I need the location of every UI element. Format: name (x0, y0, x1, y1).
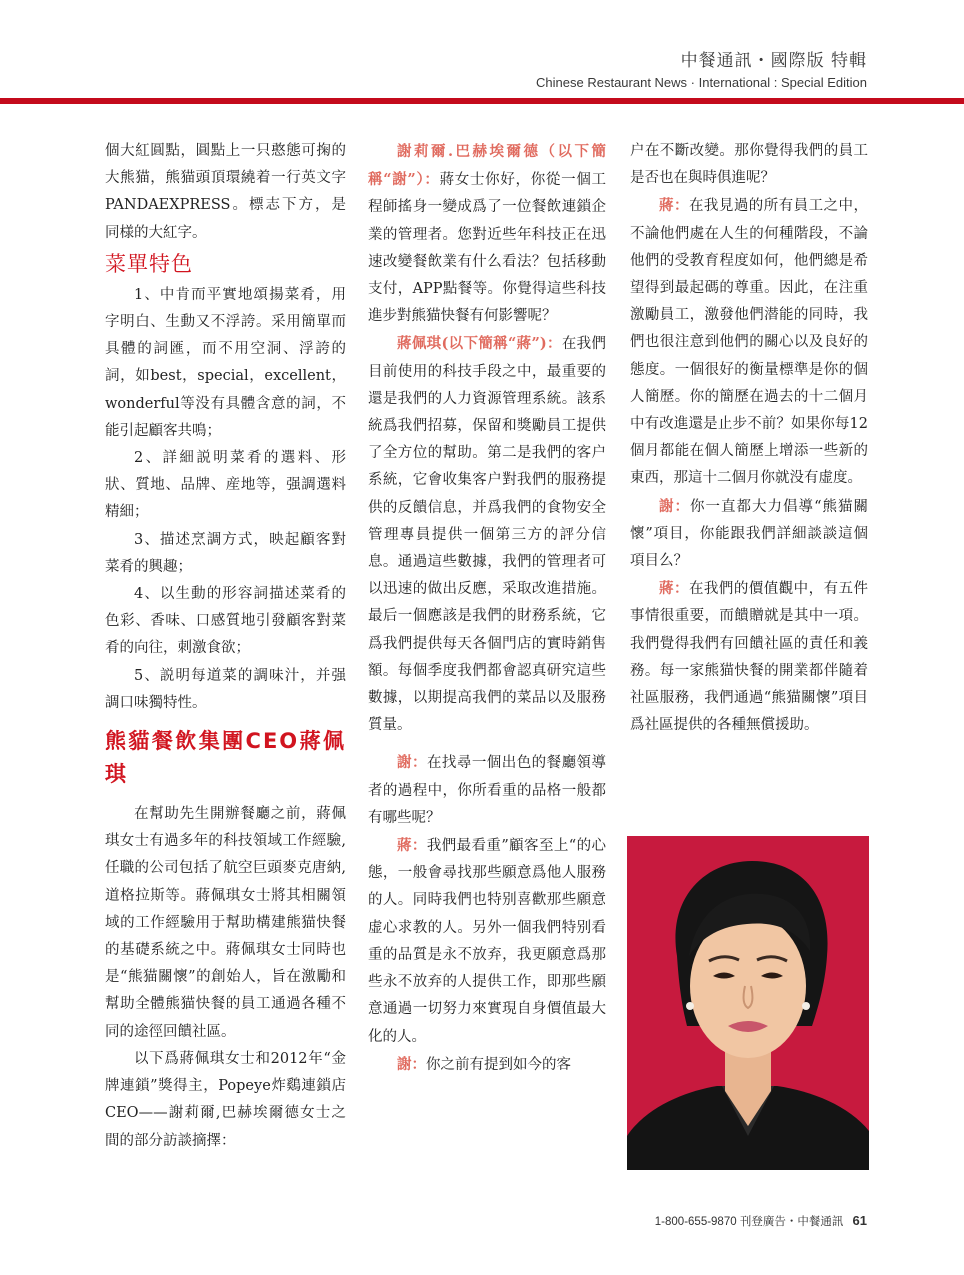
section-heading-ceo: 熊貓餐飲集團CEO蔣佩琪 (105, 729, 346, 787)
interview-question (368, 749, 606, 832)
interview-question (368, 1051, 606, 1079)
interview-answer (368, 330, 606, 739)
portrait-image (627, 836, 869, 1170)
column-1 (105, 138, 346, 1155)
question-text: 蔣女士你好，你從一個工程師搖身一變成爲了一位餐飲連鎖企業的管理者。您對近些年科技正在迅速改變餐飲業有什么看法？包括移動支付，APP點餐等。你覺得這些科技進步對熊猫快餐有何影響呢？ (368, 172, 607, 325)
answer-text: 在我見過的所有員工之中，不論他們處在人生的何種階段，不論他們的受教育程度如何，他們總是希望得到最起碼的尊重。因此，在注重激勵員工，激發他們潜能的同時，我們也很注意到他們的關心以及良好的態度。一個很好的衡量標準是你的個人簡歷。你的簡歷在過去的十二個月中有改進還是止步不前？如果你每12個月都能在個人簡歷上增添一些新的東西，那這十二個月你就没有虚度。 (630, 198, 869, 487)
header-title-cn: 中餐通訊・國際版 特輯 (680, 51, 867, 71)
list-item: 5、説明每道菜的調味汁，并强調口味獨特性。 (105, 667, 346, 711)
interview-question (368, 138, 606, 330)
question-text: 你一直都大力倡導“熊猫關懷”項目，你能跟我們詳細談談這個項目么？ (630, 498, 868, 570)
interview-answer (630, 192, 868, 492)
list-item: 4、以生動的形容詞描述菜肴的色彩、香味、口感質地引發顧客對菜肴的向往，刺激食欲； (105, 586, 346, 657)
list-item: 1、中肯而平實地頌揚菜肴，用字明白、生動又不浮誇。采用簡單而具體的詞匯，而不用空洞、浮誇的詞，如best，special，excellent，wonderful等没有具體含意的詞，不能引起顧客共鳴； (105, 286, 346, 439)
speaker-label: 蔣佩琪(以下簡稱“蔣”)： (397, 335, 562, 353)
question-continued: 户在不斷改變。那你覺得我們的員工是否也在與時俱進呢？ (630, 143, 868, 187)
page-header (536, 46, 867, 90)
interview-question (630, 493, 868, 576)
footer-phone: 1-800-655-9870 (654, 1216, 737, 1228)
column-3 (630, 138, 868, 739)
speaker-label: 謝： (397, 754, 427, 772)
answer-text: 在我們的價值觀中，有五件事情很重要，而饋贈就是其中一項。我們覺得我們有回饋社區的責任和義務。每一家熊猫快餐的開業都伴隨着社區服務，我們通過“熊猫關懷”項目爲社區提供的各種無償援助。 (630, 581, 869, 734)
page-footer (655, 1213, 867, 1229)
body-paragraph: 在幫助先生開辦餐廳之前，蔣佩琪女士有過多年的科技領域工作經驗,任職的公司包括了航空巨頭麥克唐納,道格拉斯等。蔣佩琪女士將其相關領域的工作經驗用于幫助構建熊猫快餐的基礎系統之中。蔣佩琪女士同時也是“熊猫關懷”的創始人，旨在激勵和幫助全體熊猫快餐的員工通過各種不同的途徑回饋社區。 (105, 806, 346, 1040)
header-title-en: Chinese Restaurant News · International : Special Edition (536, 75, 867, 90)
column-2 (368, 138, 606, 1079)
interview-answer (368, 832, 606, 1051)
list-item: 2、詳細説明菜肴的選料、形狀、質地、品牌、産地等，强調選料精細； (105, 450, 346, 521)
footer-ad-label: 刊登廣告・中餐通訊 (739, 1216, 844, 1228)
speaker-label: 謝： (659, 497, 691, 515)
speaker-label: 蔣： (397, 837, 427, 855)
portrait-illustration (627, 836, 869, 1170)
list-item: 3、描述烹調方式，映起顧客對菜肴的興趣； (105, 531, 346, 575)
speaker-label: 蔣： (659, 197, 689, 215)
body-paragraph: 以下爲蔣佩琪女士和2012年“金牌連鎖”獎得主，Popeye炸鷄連鎖店CEO——謝莉爾,巴赫埃爾德女士之間的部分訪談摘擇： (105, 1050, 346, 1149)
question-text: 你之前有提到如今的客 (426, 1056, 571, 1073)
intro-paragraph: 個大紅圓點，圓點上一只憨態可掬的大熊猫，熊猫頭頂環繞着一行英文字PANDAEXPRESS。標志下方，是同様的大紅字。 (105, 143, 346, 241)
interview-answer (630, 575, 868, 739)
speaker-label: 謝莉爾.巴赫埃爾德（以下簡稱“謝”）： (368, 143, 606, 189)
answer-text: 我們最看重”顧客至上“的心態，一般會尋找那些願意爲他人服務的人。同時我們也特别喜歡那些願意虚心求教的人。另外一個我們特别看重的品質是永不放弃，我更願意爲那些永不放弃的人提供工作，即那些願意通過一切努力來實現自身價值最大化的人。 (368, 838, 606, 1045)
speaker-label: 蔣： (659, 580, 689, 598)
answer-text: 在我們目前使用的科技手段之中，最重要的還是我們的人力資源管理系統。該系統爲我們招募，保留和獎勵員工提供了全方位的幫助。第二是我們的客户系統，它會收集客户對我們的服務提供的反饋信息，并爲我們的食物安全管理專員提供一個第三方的評分信息。通過這些數據，我們的管理者可以迅速的做出反應，采取改進措施。最后一個應該是我們的財務系統，它爲我們提供每天各個門店的實時銷售額。每個季度我們都會認真研究這些數據，以期提高我們的菜品以及服務質量。 (368, 336, 606, 734)
question-text: 在找尋一個出色的餐廳領導者的過程中，你所看重的品格一般都有哪些呢？ (368, 755, 607, 826)
page-number: 61 (852, 1213, 867, 1228)
section-heading-menu: 菜單特色 (105, 251, 193, 276)
speaker-label: 謝： (397, 1055, 426, 1073)
header-divider (0, 98, 964, 104)
